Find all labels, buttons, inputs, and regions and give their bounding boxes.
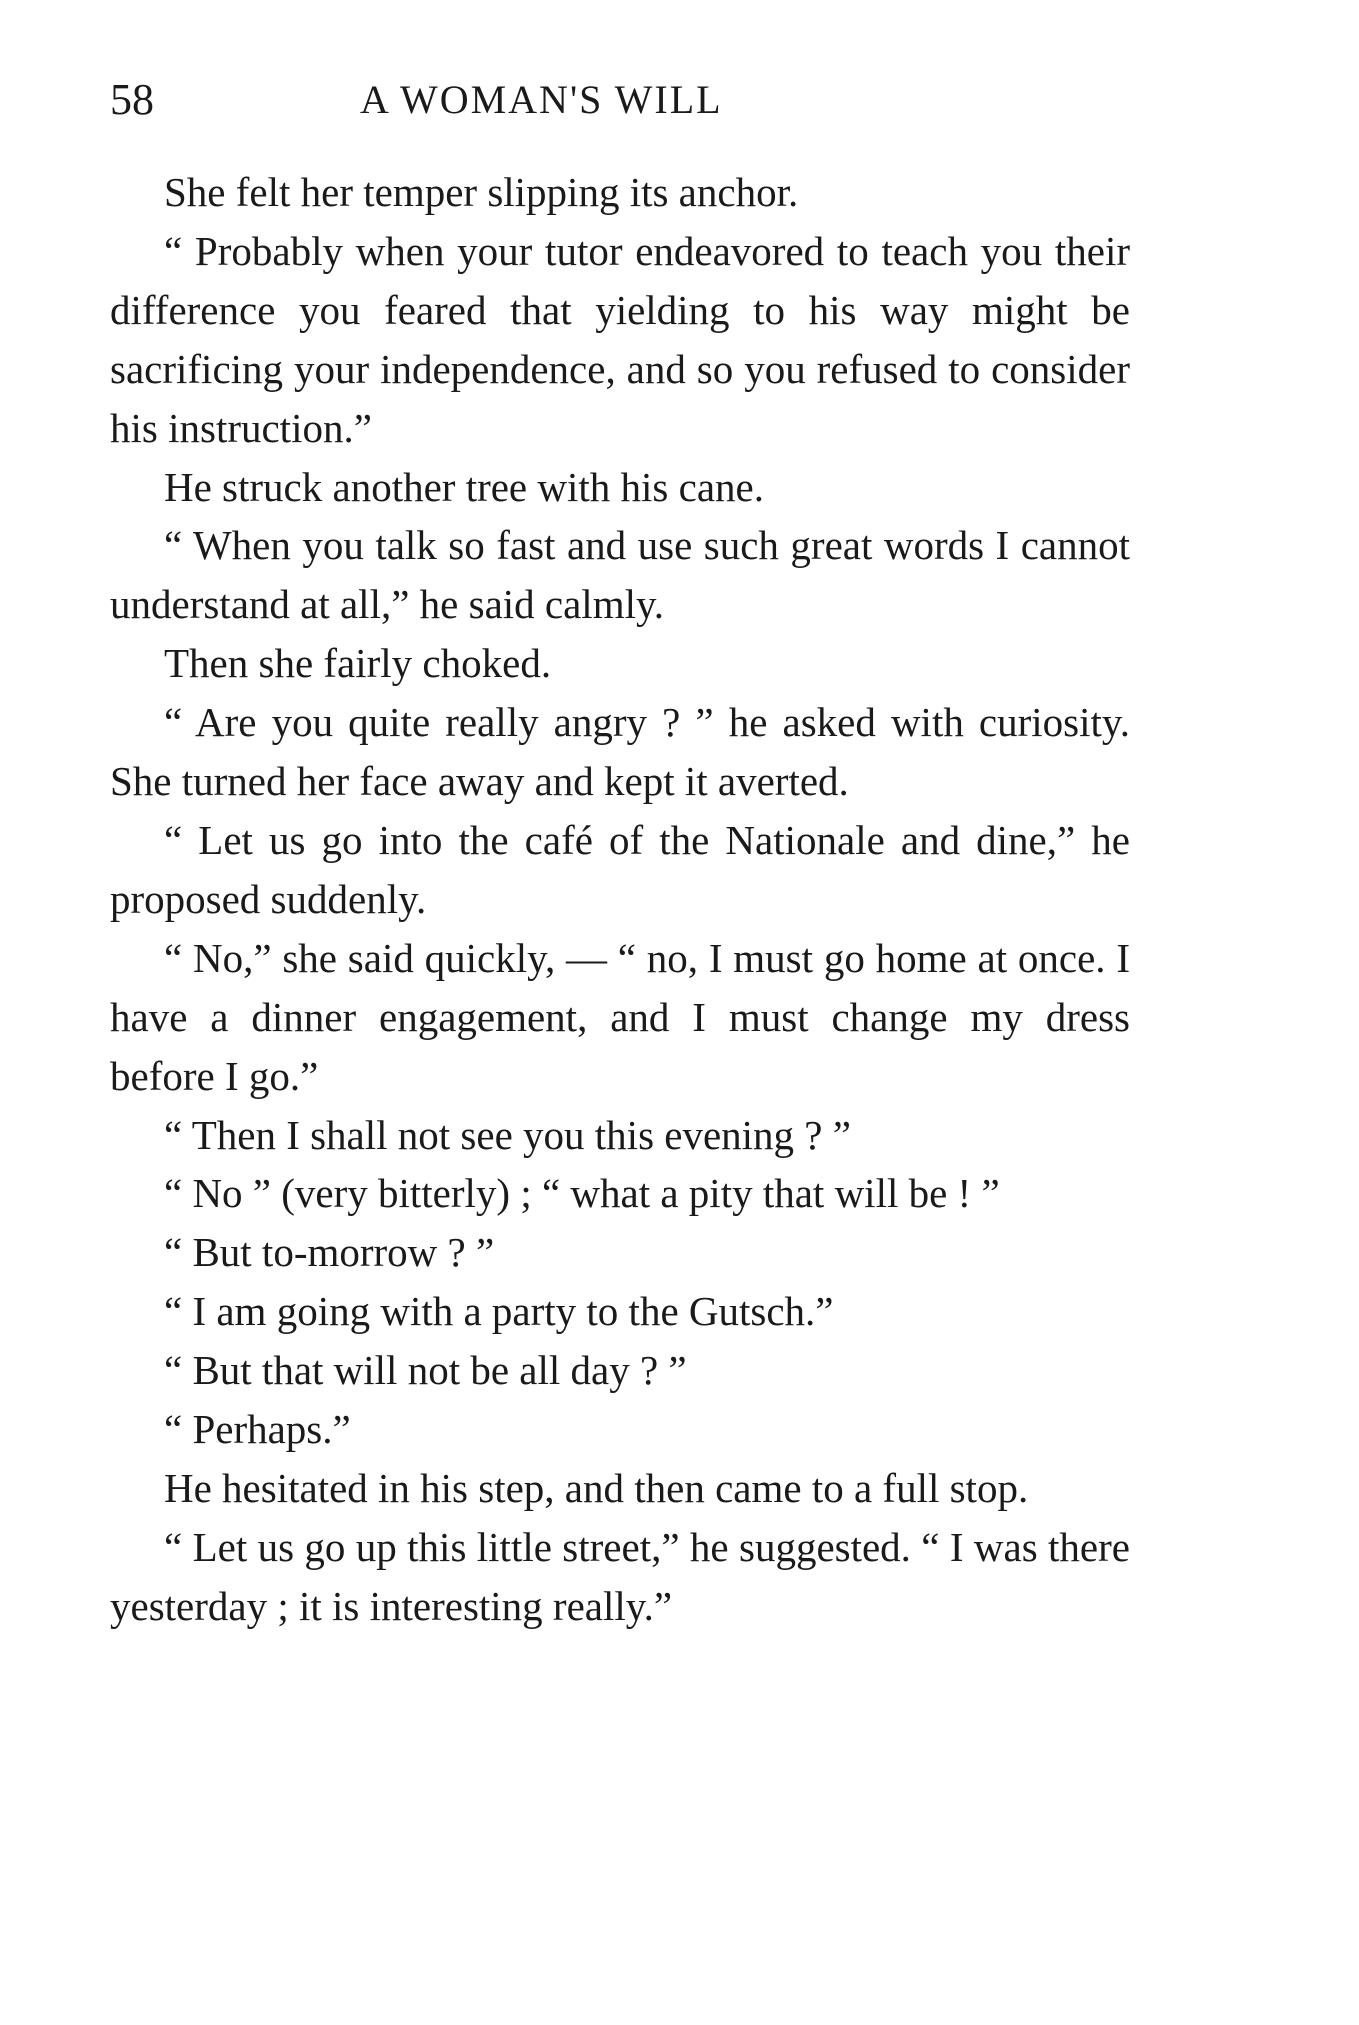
paragraph: “ Are you quite really angry ? ” he asked with curiosity. She turned her face away and kept it averted. [110,699,1130,805]
paragraph: She felt her temper slipping its anchor. [164,169,799,215]
paragraph: “ Probably when your tutor endeavored to teach you their difference you feared that yielding to his way might be sacrificing your independence, and so you refused to consider his instruction.” [110,227,1130,451]
paragraph: He hesitated in his step, and then came to a full stop. [164,1464,1029,1511]
paragraph: Then she fairly choked. [164,640,552,687]
paragraph: “ Let us go up this little street,” he suggested. “ I was there yesterday ; it is interesting really.” [110,1523,1130,1629]
paragraph: “ When you talk so fast and use such great words I cannot understand at all,” he said calmly. [110,522,1130,628]
paragraph: “ No,” she said quickly, — “ no, I must go home at once. I have a dinner engagement, and I must change my dress before I go.” [110,934,1130,1099]
paragraph: “ Let us go into the café of the Nationale and dine,” he proposed suddenly. [110,816,1130,922]
page-number: 58 [110,75,154,124]
paragraph: He struck another tree with his cane. [164,463,764,510]
body-text [110,163,1130,1636]
paragraph: “ Perhaps.” [164,1406,351,1453]
running-head: A WOMAN'S WILL [360,77,723,122]
paragraph: “ But that will not be all day ? ” [164,1347,687,1394]
paragraph: “ Then I shall not see you this evening ? ” [164,1111,851,1158]
paragraph: “ But to-morrow ? ” [164,1229,495,1276]
paragraph: “ I am going with a party to the Gutsch.” [164,1288,834,1335]
paragraph: “ No ” (very bitterly) ; “ what a pity that will be ! ” [164,1170,1000,1217]
page-header [110,70,1130,130]
